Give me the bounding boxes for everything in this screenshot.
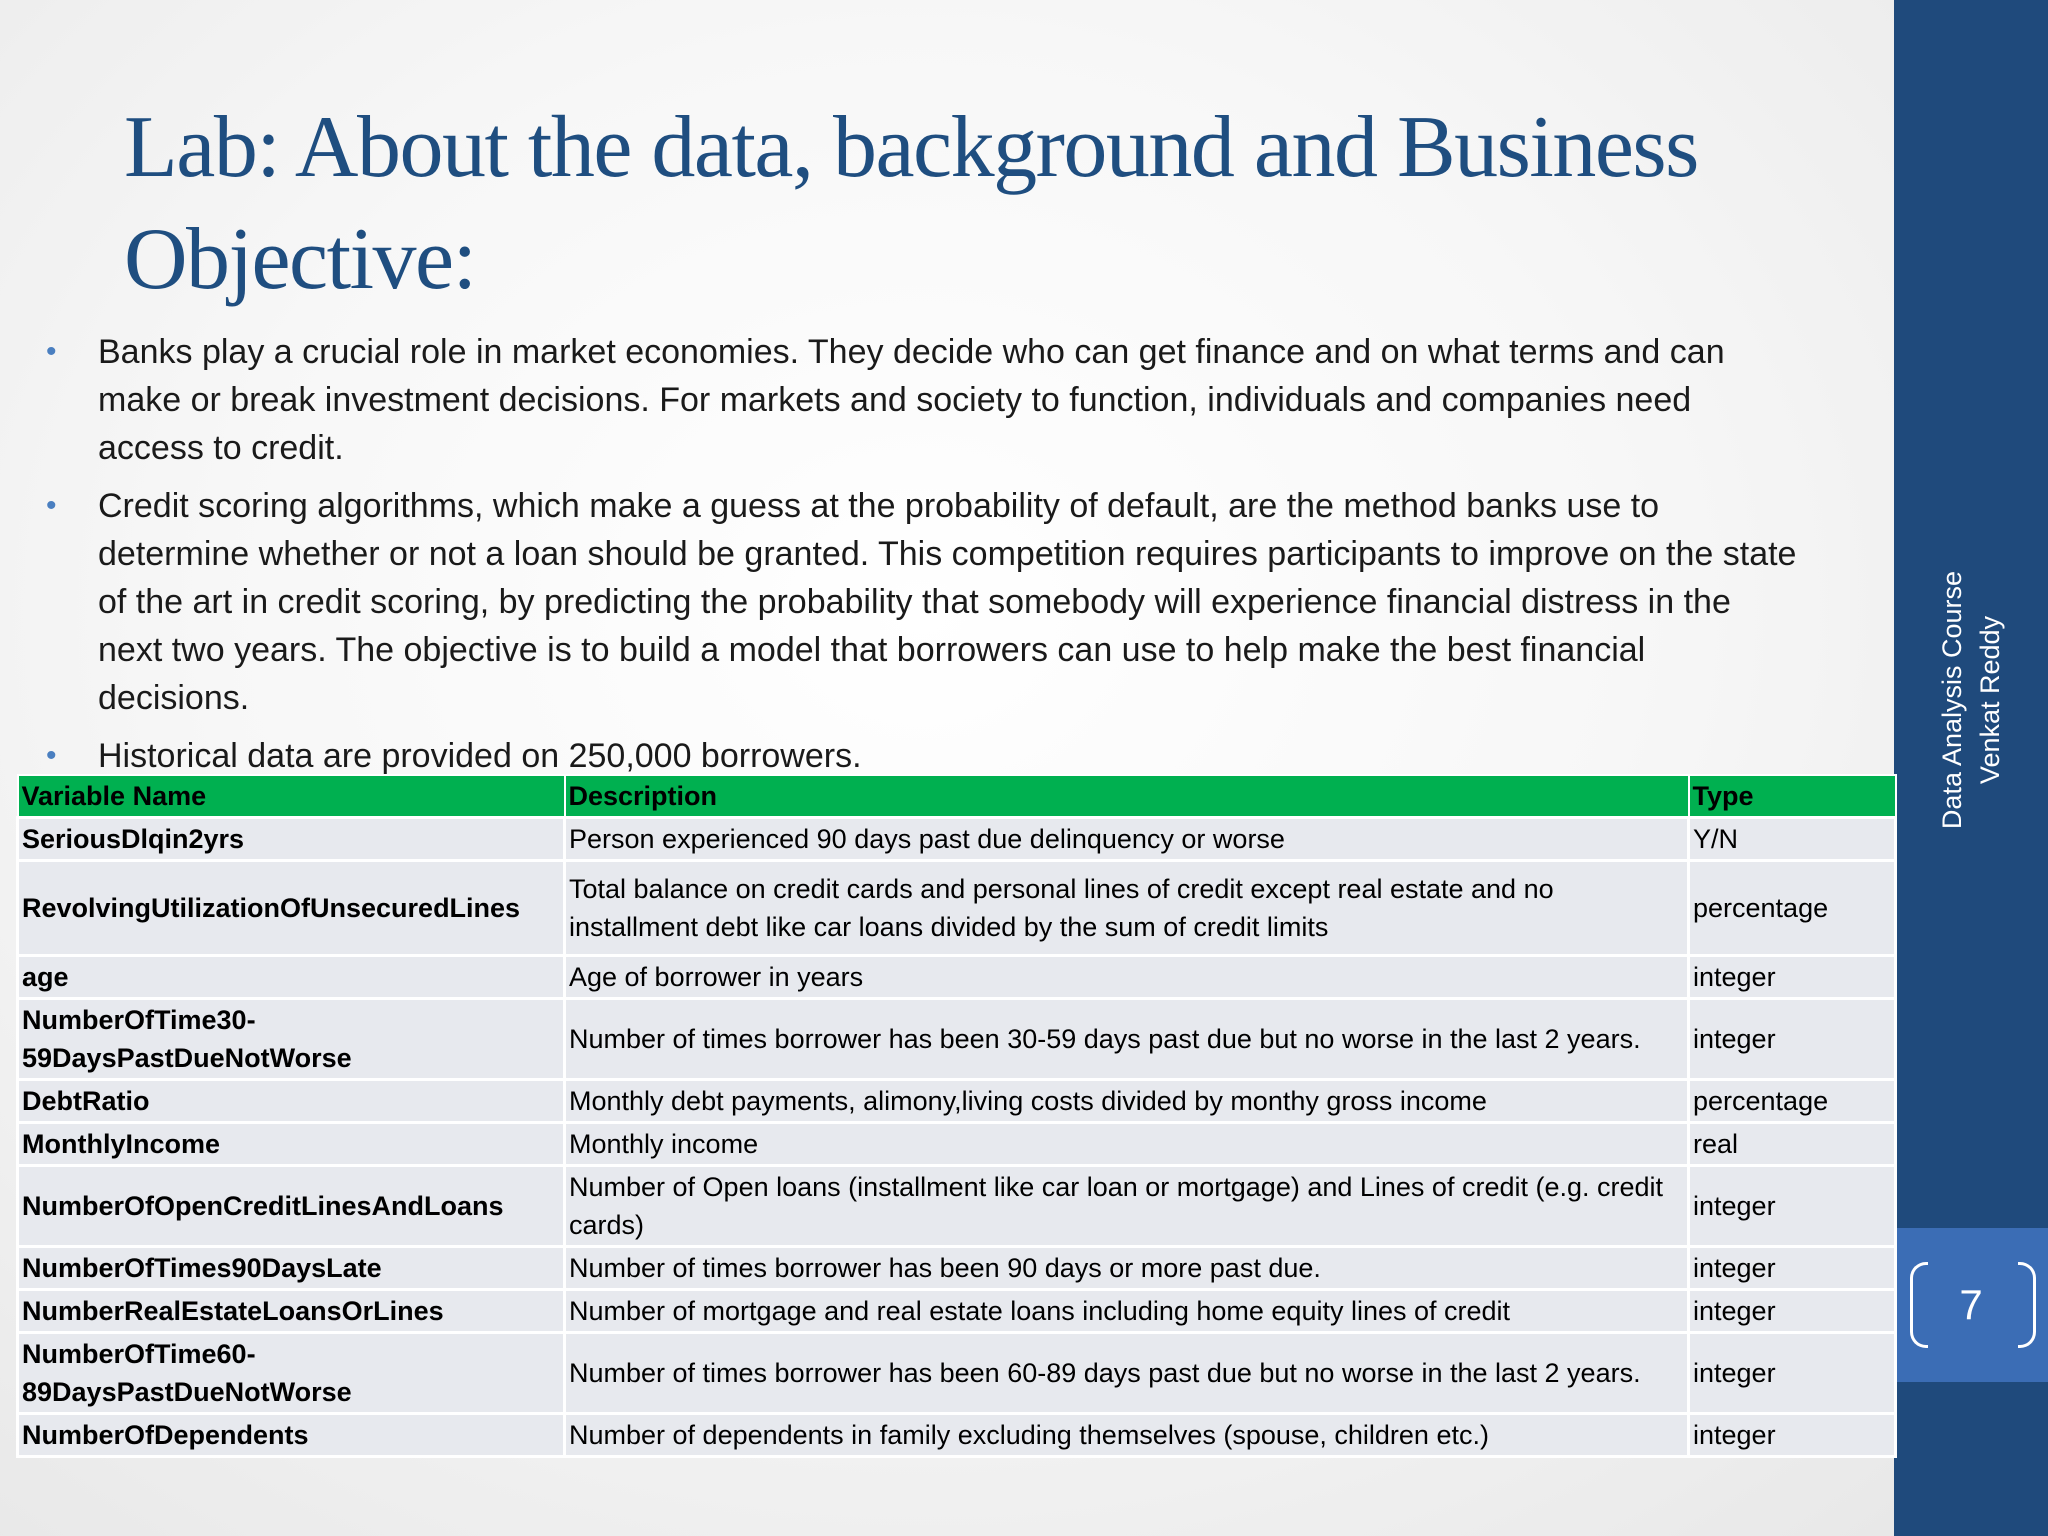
table-row xyxy=(18,999,1896,1080)
variable-description: Monthly income xyxy=(565,1123,1689,1166)
variable-description: Number of dependents in family excluding themselves (spouse, children etc.) xyxy=(565,1414,1689,1457)
variable-name: NumberOfDependents xyxy=(18,1414,565,1457)
variable-name: NumberOfTime30-59DaysPastDueNotWorse xyxy=(18,999,565,1080)
bullet-icon: • xyxy=(46,489,57,522)
variable-description: Monthly debt payments, alimony,living costs divided by monthy gross income xyxy=(565,1080,1689,1123)
variable-description: Number of times borrower has been 90 days or more past due. xyxy=(565,1247,1689,1290)
variable-description: Person experienced 90 days past due delinquency or worse xyxy=(565,818,1689,861)
table-header-row xyxy=(18,775,1896,818)
variables-table xyxy=(16,774,1897,1458)
bullet-text: Credit scoring algorithms, which make a guess at the probability of default, are the method banks use to determine whether or not a loan should be granted. This competition requires participants to improve on the state of the art in credit scoring, by predicting the probability that somebody will experience financial distress in the next two years. The objective is to build a model that borrowers can use to help make the best financial decisions. xyxy=(98,487,1797,717)
variable-type: integer xyxy=(1689,1414,1896,1457)
table-row xyxy=(18,861,1896,956)
variable-name: age xyxy=(18,956,565,999)
variable-name: NumberOfTime60-89DaysPastDueNotWorse xyxy=(18,1333,565,1414)
variable-description: Number of times borrower has been 30-59 days past due but no worse in the last 2 years. xyxy=(565,999,1689,1080)
page-number-box xyxy=(1894,1228,2048,1382)
bullet-item xyxy=(40,482,1800,722)
variable-name: NumberOfOpenCreditLinesAndLoans xyxy=(18,1166,565,1247)
variable-name: RevolvingUtilizationOfUnsecuredLines xyxy=(18,861,565,956)
table-row xyxy=(18,1247,1896,1290)
variable-type: integer xyxy=(1689,1166,1896,1247)
variable-name: DebtRatio xyxy=(18,1080,565,1123)
variable-description: Age of borrower in years xyxy=(565,956,1689,999)
variable-type: Y/N xyxy=(1689,818,1896,861)
variable-type: integer xyxy=(1689,1333,1896,1414)
header-description: Description xyxy=(565,775,1689,818)
bullet-list xyxy=(40,328,1800,790)
table-row xyxy=(18,1166,1896,1247)
table-row xyxy=(18,1123,1896,1166)
bullet-text: Historical data are provided on 250,000 borrowers. xyxy=(98,737,862,775)
variable-description: Number of Open loans (installment like car loan or mortgage) and Lines of credit (e.g. credit cards) xyxy=(565,1166,1689,1247)
slide-title: Lab: About the data, background and Business Objective: xyxy=(124,99,1698,308)
table-row xyxy=(18,1333,1896,1414)
variable-name: NumberOfTimes90DaysLate xyxy=(18,1247,565,1290)
variable-type: integer xyxy=(1689,1290,1896,1333)
table-row xyxy=(18,1290,1896,1333)
bullet-icon: • xyxy=(46,739,57,772)
bullet-item xyxy=(40,732,1800,780)
header-type: Type xyxy=(1689,775,1896,818)
variable-name: SeriousDlqin2yrs xyxy=(18,818,565,861)
page-number: 7 xyxy=(1959,1281,1983,1328)
header-variable-name: Variable Name xyxy=(18,775,565,818)
variable-type: integer xyxy=(1689,999,1896,1080)
sidebar-caption xyxy=(1894,570,2048,830)
variable-type: integer xyxy=(1689,1247,1896,1290)
variable-type: percentage xyxy=(1689,1080,1896,1123)
table-row xyxy=(18,956,1896,999)
variable-description: Total balance on credit cards and personal lines of credit except real estate and no installment debt like car loans divided by the sum of credit limits xyxy=(565,861,1689,956)
bullet-icon: • xyxy=(46,335,57,368)
course-name: Data Analysis Course xyxy=(1937,570,1967,830)
variable-description: Number of times borrower has been 60-89 days past due but no worse in the last 2 years. xyxy=(565,1333,1689,1414)
author-name: Venkat Reddy xyxy=(1975,615,2005,785)
variable-type: percentage xyxy=(1689,861,1896,956)
variable-type: real xyxy=(1689,1123,1896,1166)
table-row xyxy=(18,1080,1896,1123)
variable-name: NumberRealEstateLoansOrLines xyxy=(18,1290,565,1333)
variable-type: integer xyxy=(1689,956,1896,999)
variable-name: MonthlyIncome xyxy=(18,1123,565,1166)
table-row xyxy=(18,1414,1896,1457)
variable-description: Number of mortgage and real estate loans including home equity lines of credit xyxy=(565,1290,1689,1333)
table-row xyxy=(18,818,1896,861)
bullet-text: Banks play a crucial role in market economies. They decide who can get finance and on what terms and can make or break investment decisions. For markets and society to function, individuals and companies need access to credit. xyxy=(98,333,1725,467)
bullet-item xyxy=(40,328,1800,472)
